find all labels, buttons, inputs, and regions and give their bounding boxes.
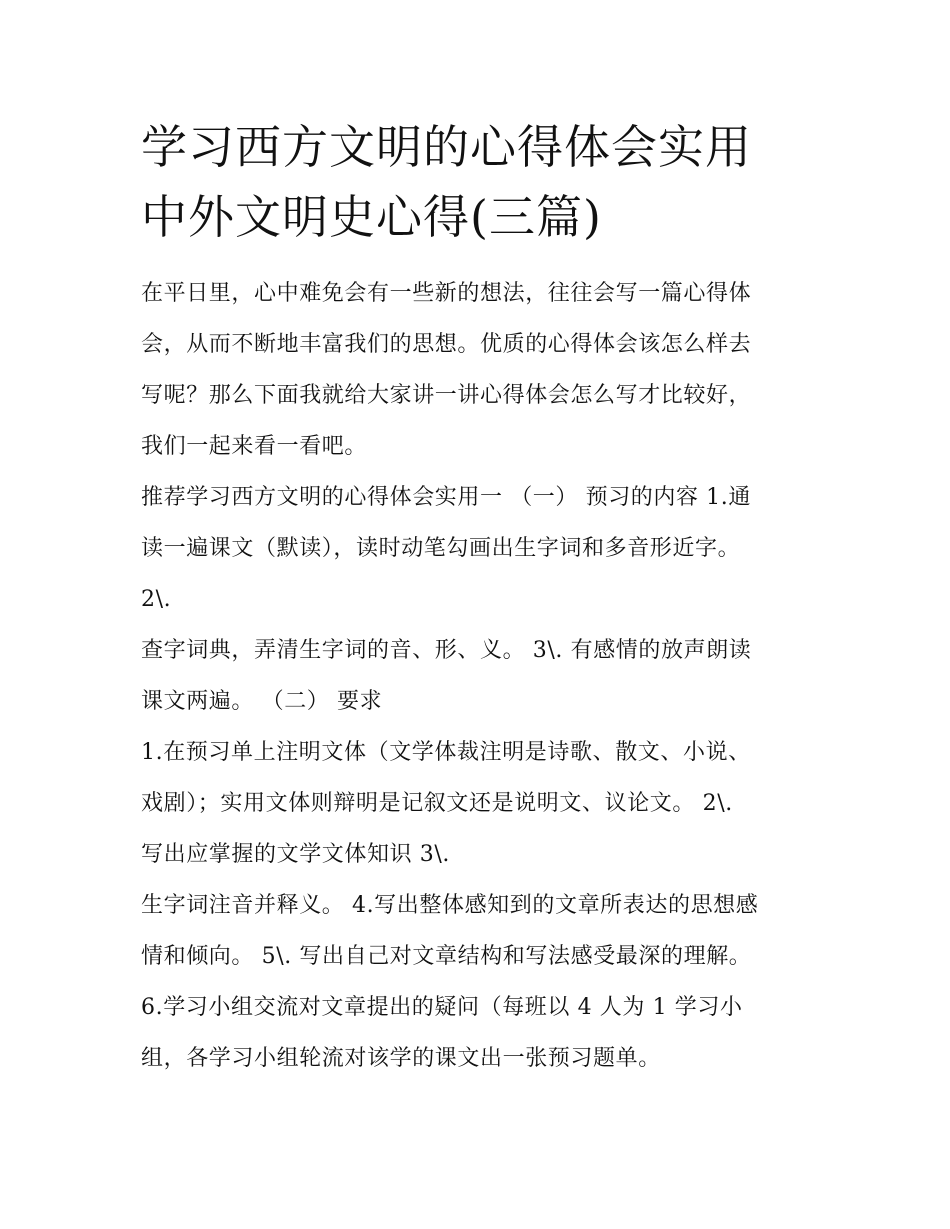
- text-line: 会，从而不断地丰富我们的思想。优质的心得体会该怎么样去: [141, 332, 752, 357]
- text-line: 写出应掌握的文学文体知识 3\.: [141, 842, 450, 867]
- document-body: [141, 268, 813, 1084]
- text-line: 我们一起来看一看吧。: [141, 434, 368, 459]
- text-line: 情和倾向。 5\. 写出自己对文章结构和写法感受最深的理解。: [141, 944, 752, 969]
- text-line: 生字词注音并释义。 4.写出整体感知到的文章所表达的思想感: [141, 893, 759, 918]
- text-line: 1.在预习单上注明文体（文学体裁注明是诗歌、散文、小说、: [141, 740, 751, 765]
- text-line: 写呢？那么下面我就给大家讲一讲心得体会怎么写才比较好，: [141, 383, 752, 408]
- text-line: 在平日里，心中难免会有一些新的想法，往往会写一篇心得体: [141, 281, 752, 306]
- text-line: 读一遍课文（默读），读时动笔勾画出生字词和多音形近字。: [141, 536, 741, 561]
- text-line: 查字词典，弄清生字词的音、形、义。 3\. 有感情的放声朗读: [141, 638, 752, 663]
- text-line: 2\.: [141, 587, 172, 612]
- text-line: 6.学习小组交流对文章提出的疑问（每班以 4 人为 1 学习小: [141, 995, 743, 1020]
- title-line: 中外文明史心得(三篇): [141, 190, 602, 244]
- document-content: [141, 112, 813, 1084]
- text-line: 组，各学习小组轮流对该学的课文出一张预习题单。: [141, 1046, 661, 1071]
- text-line: 戏剧）；实用文体则辩明是记叙文还是说明文、议论文。 2\.: [141, 791, 733, 816]
- text-line: 推荐学习西方文明的心得体会实用一 （一） 预习的内容 1.通: [141, 485, 751, 510]
- title-line: 学习西方文明的心得体会实用: [141, 120, 752, 174]
- text-line: 课文两遍。 （二） 要求: [141, 689, 383, 714]
- document-title: [141, 112, 813, 252]
